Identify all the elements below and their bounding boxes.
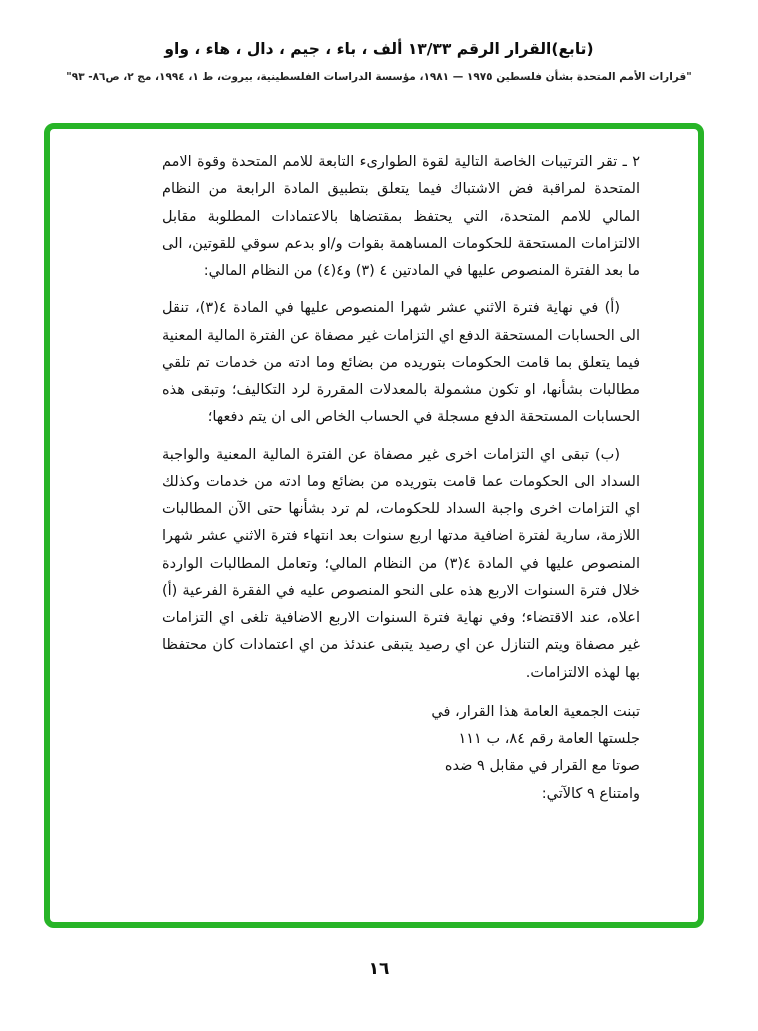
- paragraph-subpara-a: (أ) في نهاية فترة الاثني عشر شهرا المنصوص عليها في المادة ٤(٣)، تنقل الى الحسابات المستحقة الدفع اي التزامات غير مصفاة عن الفترة المالية المعنية فيما يتعلق بما قامت الحكومات بتوريده من بضائع وما ادته من خدمات تم تلقي مطالبات بشأنها، او تكون مشمولة بالمعدلات المقررة لرد التكاليف؛ وتبقى هذه الحسابات المستحقة الدفع مسجلة في الحساب الخاص الى ان يتم دفعها؛: [162, 300, 640, 426]
- adoption-note: [162, 699, 640, 808]
- paragraph-operative-2: ٢ ـ تقر الترتيبات الخاصة التالية لقوة الطوارىء التابعة للامم المتحدة وقوة الامم المتحدة لمراقبة فض الاشتباك فيما يتعلق بتطبيق المادة الرابعة من النظام المالي للامم المتحدة، التي يحتفظ بمقتضاها بالاعتمادات المطلوبة مقابل الالتزامات المستحقة للحكومات المساهمة بقوات و/او بدعم سوقي للقوتين، الى ما بعد الفترة المنصوص عليها في المادتين ٤ (٣) و٤(٤) من النظام المالي:: [162, 154, 640, 279]
- resolution-title: (تابع)القرار الرقم ١٣/٣٣ ألف ، باء ، جيم ، دال ، هاء ، واو: [164, 40, 594, 58]
- page-header: [0, 40, 758, 83]
- page-number: ١٦: [368, 959, 390, 979]
- content-frame: [44, 123, 704, 928]
- page-footer: [0, 959, 758, 979]
- resolution-text: [162, 149, 640, 808]
- paragraph-subpara-b: (ب) تبقى اي التزامات اخرى غير مصفاة عن الفترة المالية المعنية والواجبة السداد الى الحكومات عما قامت بتوريده من بضائع وما ادته من خدمات وكذلك اي التزامات اخرى واجبة السداد للحكومات، لم ترد بشأنها حتى الآن المطالبات اللازمة، سارية لفترة اضافية مدتها اربع سنوات بعد انتهاء فترة الاثني عشر شهرا المنصوص عليها في المادة ٤(٣) من النظام المالي؛ وتعامل المطالبات الواردة خلال فترة السنوات الاربع هذه على النحو المنصوص عليه في الفقرة الفرعية (أ) اعلاه، عند الاقتضاء؛ وفي نهاية فترة السنوات الاربع الاضافية تلغى اي التزامات غير مصفاة ويتم التنازل عن اي رصيد يتبقى عندئذ من اي اعتمادات كان محتفظا بها لهذه الالتزامات.: [162, 446, 640, 681]
- adoption-note-line: جلستها العامة رقم ٨٤، ب ١١١: [458, 731, 640, 747]
- adoption-note-line: تبنت الجمعية العامة هذا القرار، في: [431, 703, 640, 720]
- source-citation: "قرارات الأمم المتحدة بشأن فلسطين ١٩٧٥ — ١٩٨١، مؤسسة الدراسات الفلسطينية، بيروت، ط ١، ١٩٩٤، مج ٢، ص٨٦- ٩٣": [66, 71, 692, 83]
- adoption-note-line: صوتا مع القرار في مقابل ٩ ضده: [444, 758, 640, 775]
- adoption-note-line: وامتناع ٩ كالآتي:: [541, 785, 640, 802]
